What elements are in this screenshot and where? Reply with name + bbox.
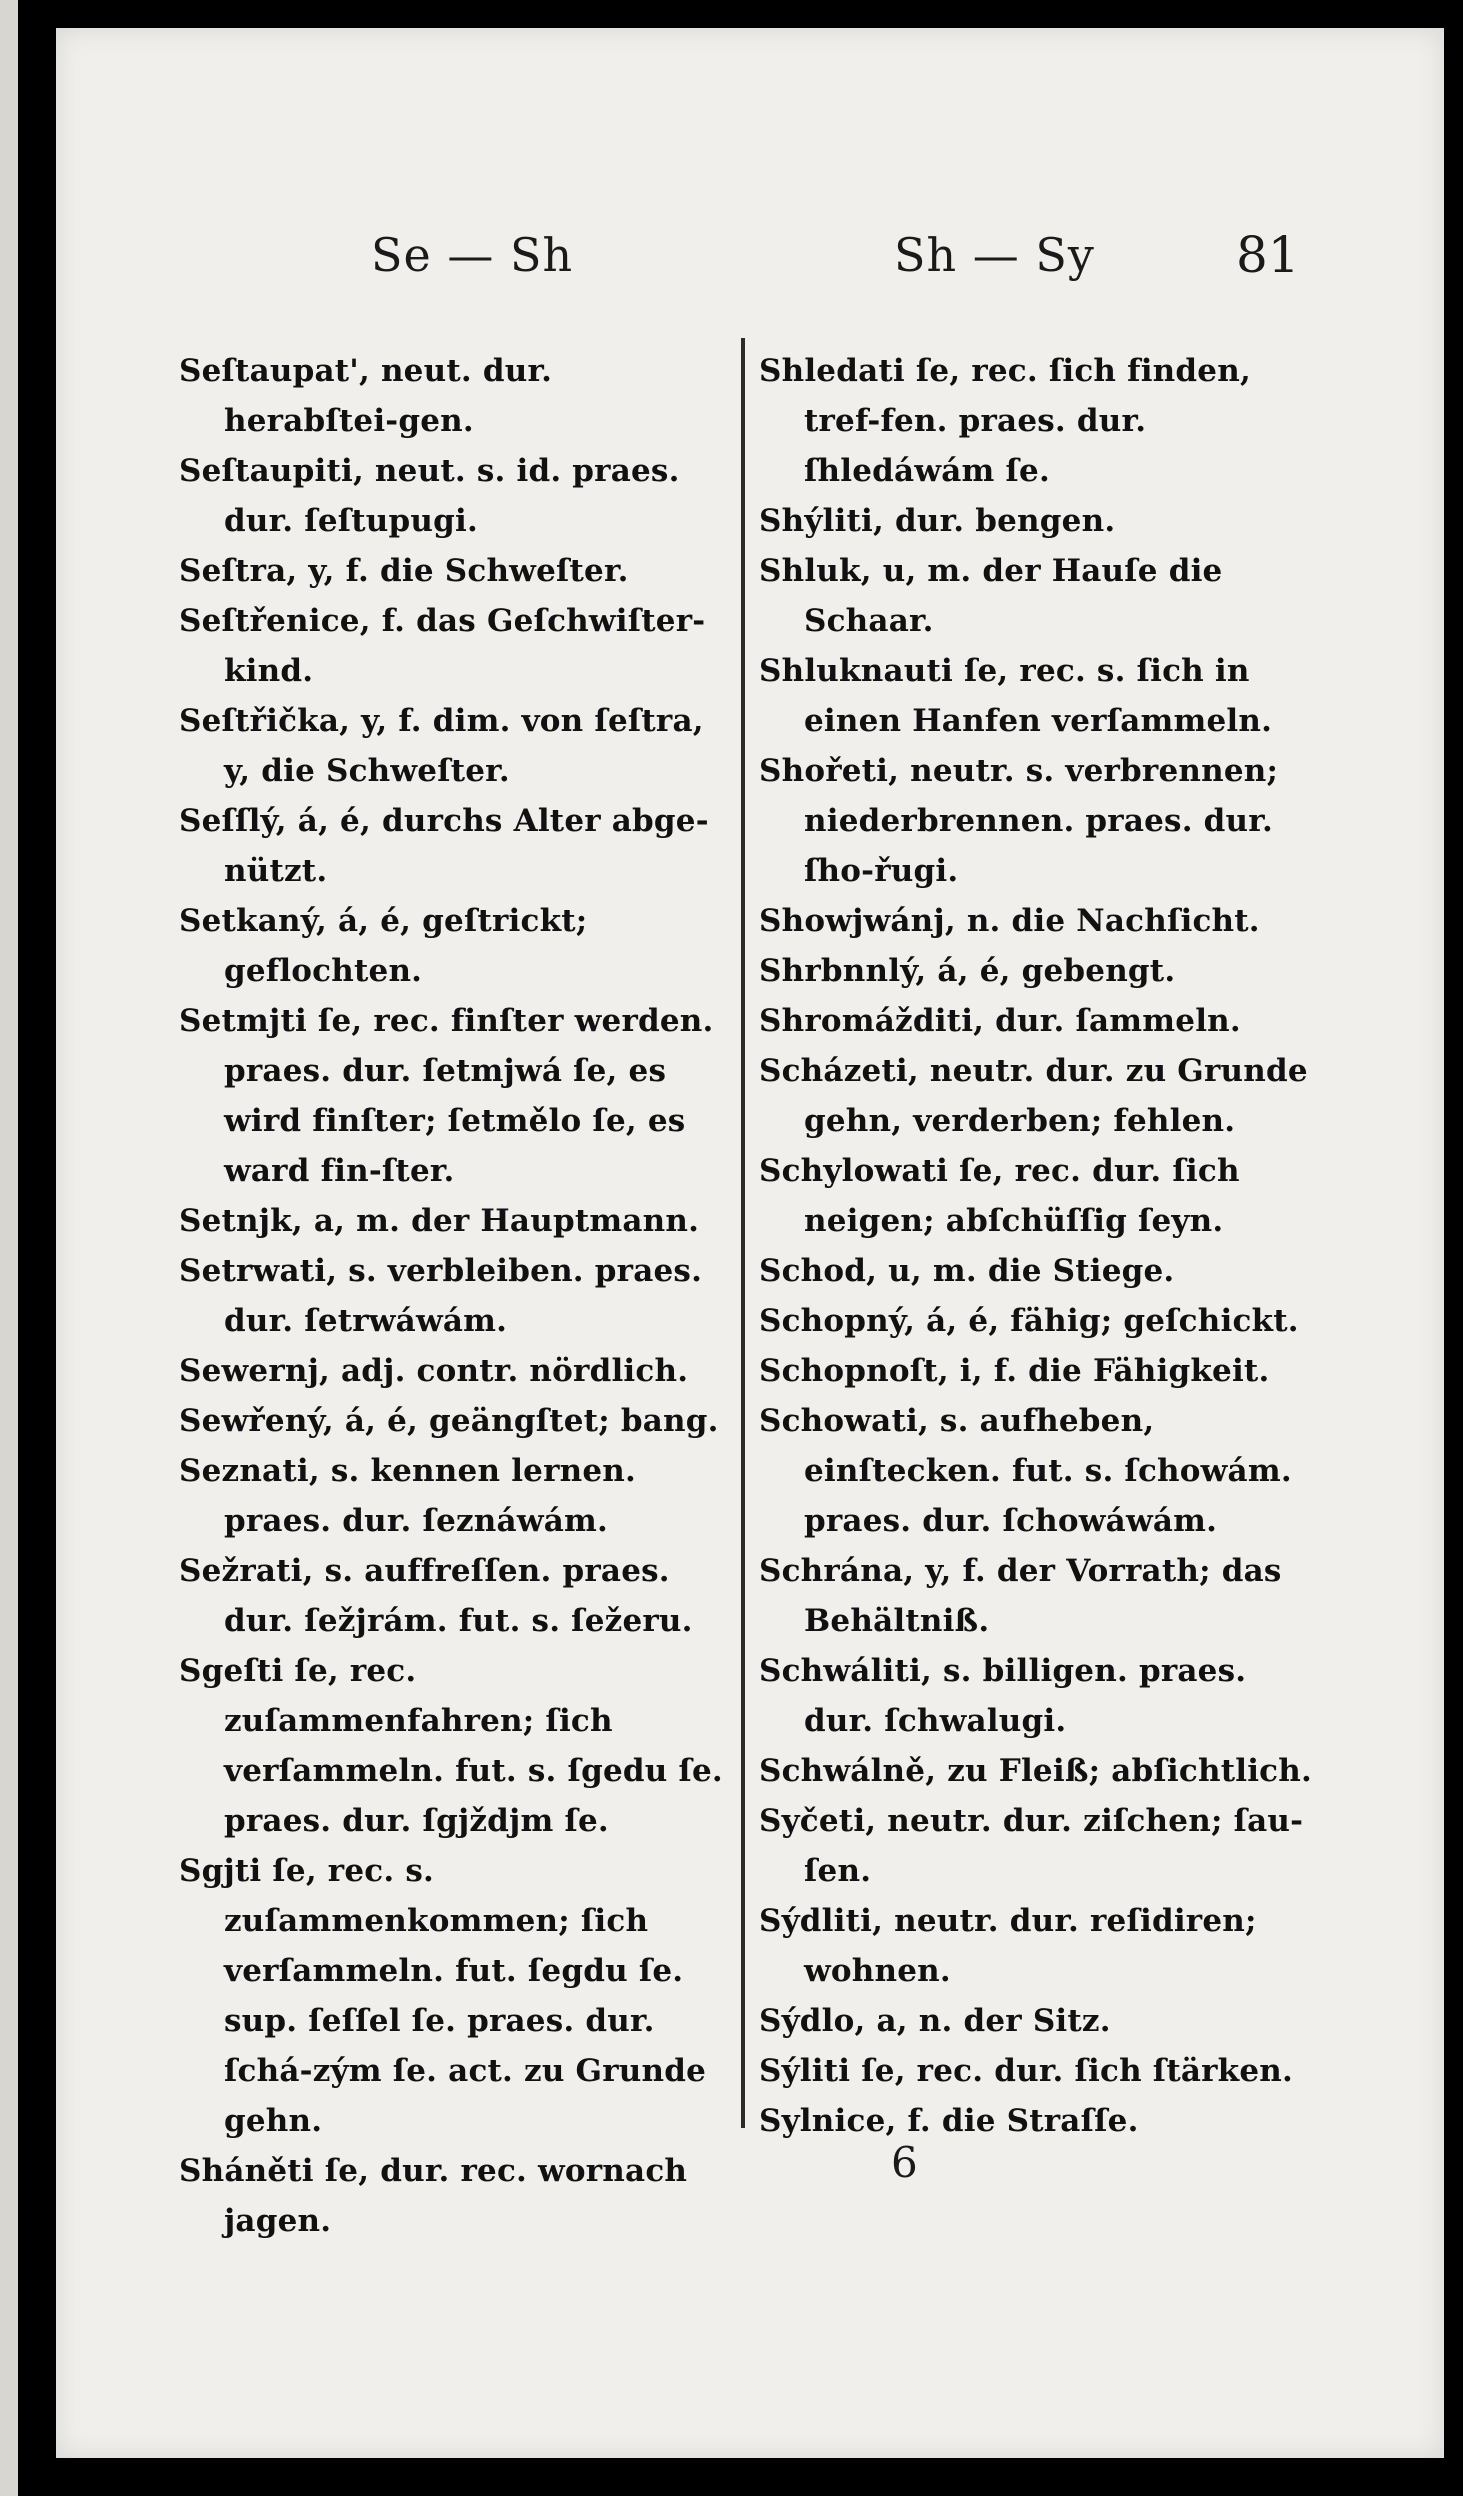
right-column	[759, 346, 1314, 2146]
dictionary-entry: Schwálně, zu Fleiß; abſichtlich.	[759, 1753, 1312, 1789]
running-header-right: Sh — Sy	[894, 228, 1095, 282]
dictionary-entry: Seſtřička, y, f. dim. von ſeſtra, y, die Schweſter.	[179, 703, 704, 789]
dictionary-entry: Setkaný, á, é, geſtrickt; geflochten.	[179, 903, 588, 989]
dictionary-entry: Sylnice, f. die Straſſe.	[759, 2103, 1139, 2139]
column-divider-rule	[741, 338, 745, 2128]
dictionary-entry: Shýliti, dur. bengen.	[759, 503, 1116, 539]
dictionary-entry: Scházeti, neutr. dur. zu Grunde gehn, verderben; fehlen.	[759, 1053, 1308, 1139]
dictionary-entry: Shluknauti ſe, rec. s. ſich in einen Hanfen verſammeln.	[759, 653, 1273, 739]
dictionary-entry: Showjwánj, n. die Nachſicht.	[759, 903, 1260, 939]
dictionary-entry: Schwáliti, s. billigen. praes. dur. ſchwalugi.	[759, 1653, 1247, 1739]
dictionary-entry: Schowati, s. aufheben, einſtecken. fut. s. ſchowám. praes. dur. ſchowáwám.	[759, 1403, 1292, 1539]
dictionary-entry: Sýdliti, neutr. dur. reſidiren; wohnen.	[759, 1903, 1257, 1989]
dictionary-entry: Seſſlý, á, é, durchs Alter abge-nützt.	[179, 803, 709, 889]
dictionary-entry: Setrwati, s. verbleiben. praes. dur. ſetrwáwám.	[179, 1253, 703, 1339]
dictionary-entry: Sewernj, adj. contr. nördlich.	[179, 1353, 689, 1389]
running-header-left: Se — Sh	[371, 228, 574, 282]
signature-mark: 6	[891, 2138, 918, 2187]
dictionary-entry: Seſtřenice, f. das Geſchwiſter-kind.	[179, 603, 706, 689]
dictionary-entry: Seſtaupiti, neut. s. id. praes. dur. ſeſtupugi.	[179, 453, 680, 539]
dictionary-entry: Sežrati, s. auffreſſen. praes. dur. ſežjrám. fut. s. ſežeru.	[179, 1553, 693, 1639]
dictionary-entry: Seſtra, y, f. die Schweſter.	[179, 553, 629, 589]
dictionary-entry: Seznati, s. kennen lernen. praes. dur. ſeznáwám.	[179, 1453, 637, 1539]
dictionary-entry: Seſtaupat', neut. dur. herabſtei-gen.	[179, 353, 553, 439]
adjacent-page-edge	[0, 0, 18, 2496]
dictionary-entry: Setnjk, a, m. der Hauptmann.	[179, 1203, 700, 1239]
dictionary-entry: Shluk, u, m. der Hauſe die Schaar.	[759, 553, 1223, 639]
dictionary-entry: Schopnoſt, i, f. die Fähigkeit.	[759, 1353, 1270, 1389]
dictionary-entry: Setmjti ſe, rec. finſter werden. praes. dur. ſetmjwá ſe, es wird finſter; ſetmělo ſe, es ward fin-ſter.	[179, 1003, 714, 1189]
dictionary-entry: Sýdlo, a, n. der Sitz.	[759, 2003, 1111, 2039]
dictionary-entry: Schylowati ſe, rec. dur. ſich neigen; abſchüſſig ſeyn.	[759, 1153, 1240, 1239]
page-number: 81	[1236, 226, 1300, 284]
page-gutter-shadow	[18, 0, 56, 2496]
dictionary-entry: Shrbnnlý, á, é, gebengt.	[759, 953, 1176, 989]
dictionary-entry: Shořeti, neutr. s. verbrennen; niederbrennen. praes. dur. ſho-řugi.	[759, 753, 1279, 889]
dictionary-entry: Schod, u, m. die Stiege.	[759, 1253, 1175, 1289]
dictionary-entry: Sgjti ſe, rec. s. zuſammenkommen; ſich verſammeln. fut. ſegdu ſe. sup. ſeſſel ſe. praes. dur. ſchá-zým ſe. act. zu Grunde gehn.	[179, 1853, 707, 2139]
dictionary-entry: Syčeti, neutr. dur. ziſchen; ſau-ſen.	[759, 1803, 1304, 1889]
dictionary-entry: Schrána, y, f. der Vorrath; das Behältniß.	[759, 1553, 1282, 1639]
dictionary-entry: Schopný, á, é, fähig; geſchickt.	[759, 1303, 1299, 1339]
dictionary-entry: Sýliti ſe, rec. dur. ſich ſtärken.	[759, 2053, 1294, 2089]
dictionary-entry: Sewřený, á, é, geängſtet; bang.	[179, 1403, 719, 1439]
dictionary-entry: Sgeſti ſe, rec. zuſammenfahren; ſich verſammeln. fut. s. ſgedu ſe. praes. dur. ſgjždjm ſe.	[179, 1653, 723, 1839]
dictionary-entry: Shledati ſe, rec. ſich finden, tref-fen. praes. dur. ſhledáwám ſe.	[759, 353, 1251, 489]
left-column	[179, 346, 734, 2246]
dictionary-entry: Shromážditi, dur. ſammeln.	[759, 1003, 1241, 1039]
book-page	[56, 28, 1444, 2458]
dictionary-entry: Sháněti ſe, dur. rec. wornach jagen.	[179, 2153, 688, 2239]
